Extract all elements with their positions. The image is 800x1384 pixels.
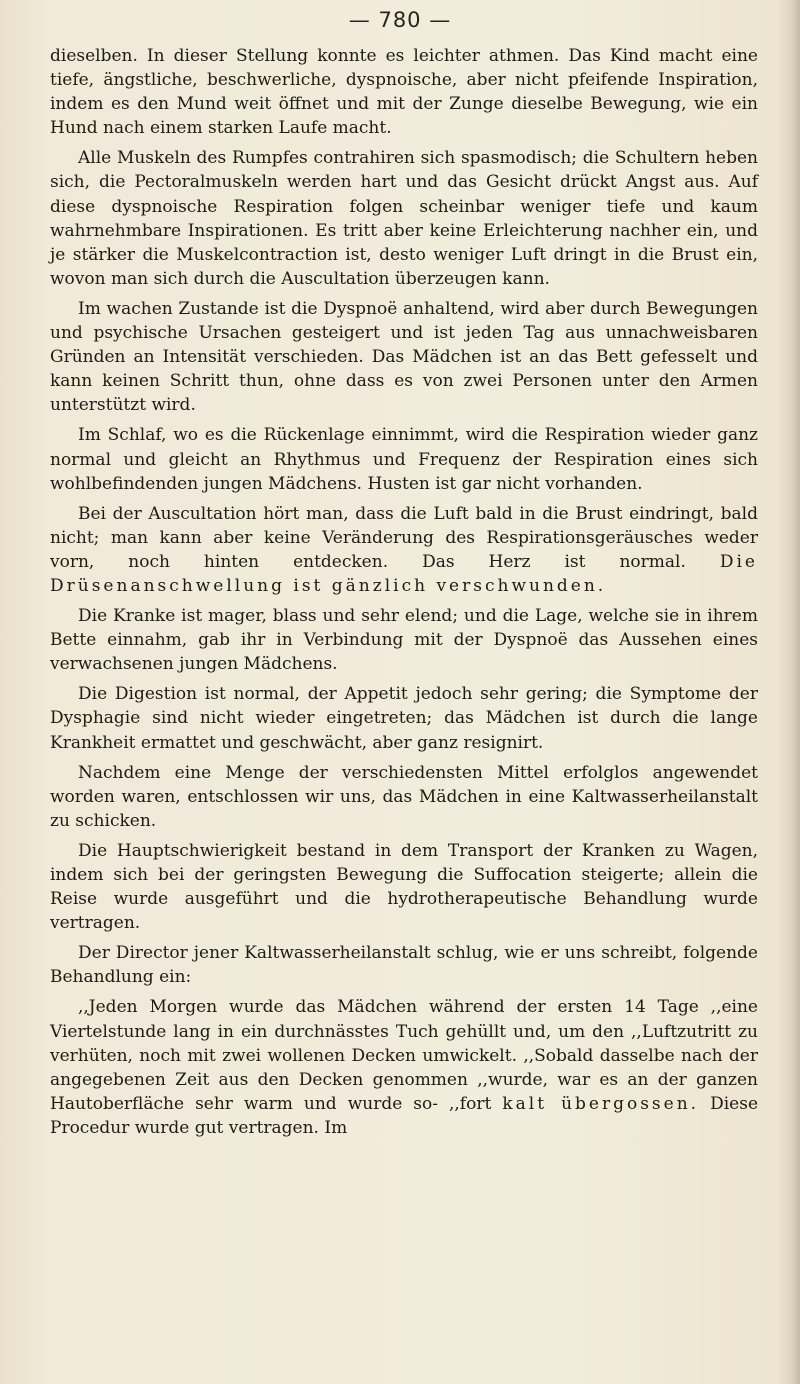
emphasized-text: kalt übergossen. [502,1093,700,1114]
paragraph: Nachdem eine Menge der verschiedensten Mittel erfolglos angewendet worden waren, entschlossen wir uns, das Mädchen in eine Kaltwasserheilanstalt zu schicken. [50,762,758,831]
paragraph-text: Diese Procedur wurde gut vertragen. Im [50,1093,759,1138]
paragraph [50,502,758,598]
page-edge-shadow [778,0,800,1384]
paragraph: dieselben. In dieser Stellung konnte es leichter athmen. Das Kind macht eine tiefe, ängstliche, beschwerliche, dyspnoische, aber nicht pfeifende Inspiration, indem es den Mund weit öffnet und mit der Zunge dieselbe Bewegung, wie ein Hund nach einem starken Laufe macht. [50,46,758,139]
paragraph-text: Bei der Auscultation hört man, dass die Luft bald in die Brust eindringt, bald nicht; man kann aber keine Veränderung des Respirationsgeräusches weder vorn, noch hinten entdecken. Das Herz ist normal. [50,503,758,572]
paragraph: Der Director jener Kaltwasserheilanstalt schlug, wie er uns schreibt, folgende Behandlung ein: [50,943,758,988]
paragraph: Im wachen Zustande ist die Dyspnoë anhaltend, wird aber durch Bewegungen und psychische Ursachen gesteigert und ist jeden Tag aus unnachweisbaren Gründen an Intensität verschieden. Das Mädchen ist an das Bett gefesselt und kann keinen Schritt thun, ohne dass es von zwei Personen unter den Armen unterstützt wird. [50,298,758,416]
paragraph: Die Digestion ist normal, der Appetit jedoch sehr gering; die Symptome der Dysphagie sind nicht wieder eingetreten; das Mädchen ist durch die lange Krankheit ermattet und geschwächt, aber ganz resignirt. [50,684,758,753]
paragraph: Im Schlaf, wo es die Rückenlage einnimmt, wird die Respiration wieder ganz normal und gleicht an Rhythmus und Frequenz der Respiration eines sich wohlbefindenden jungen Mädchens. Husten ist gar nicht vorhanden. [50,425,758,494]
quoted-paragraph [50,995,758,1140]
paragraph: Die Hauptschwierigkeit bestand in dem Transport der Kranken zu Wagen, indem sich bei der geringsten Bewegung die Suffocation steigerte; allein die Reise wurde ausgeführt und die hydrotherapeutische Behandlung wurde vertragen. [50,840,758,934]
emphasized-text: Die Drüsenanschwellung ist gänzlich verschwunden. [50,551,758,596]
paragraph: Die Kranke ist mager, blass und sehr elend; und die Lage, welche sie in ihrem Bette einnahm, gab ihr in Verbindung mit der Dyspnoë das Aussehen eines verwachsenen jungen Mädchens. [50,606,758,675]
paragraph: Alle Muskeln des Rumpfes contrahiren sich spasmodisch; die Schultern heben sich, die Pectoralmuskeln werden hart und das Gesicht drückt Angst aus. Auf diese dyspnoische Respiration folgen scheinbar weniger tiefe und kaum wahrnehmbare Inspirationen. Es tritt aber keine Erleichterung nachher ein, und je stärker die Muskelcontraction ist, desto weniger Luft dringt in die Brust ein, wovon man sich durch die Auscultation überzeugen kann. [50,148,758,289]
body-text [50,44,758,1146]
paragraph-text: ,,Jeden Morgen wurde das Mädchen während der ersten 14 Tage ,,eine Viertelstunde lang in ein durchnässtes Tuch gehüllt und, um den ,,Luftzutritt zu verhüten, noch mit zwei wollenen Decken umwickelt. ,,Sobald dasselbe nach der angegebenen Zeit aus den Decken genommen ,,wurde, war es an der ganzen Hautoberfläche sehr warm und wurde so- ,,fort [50,997,758,1114]
page-number-header: — 780 — [348,8,452,32]
